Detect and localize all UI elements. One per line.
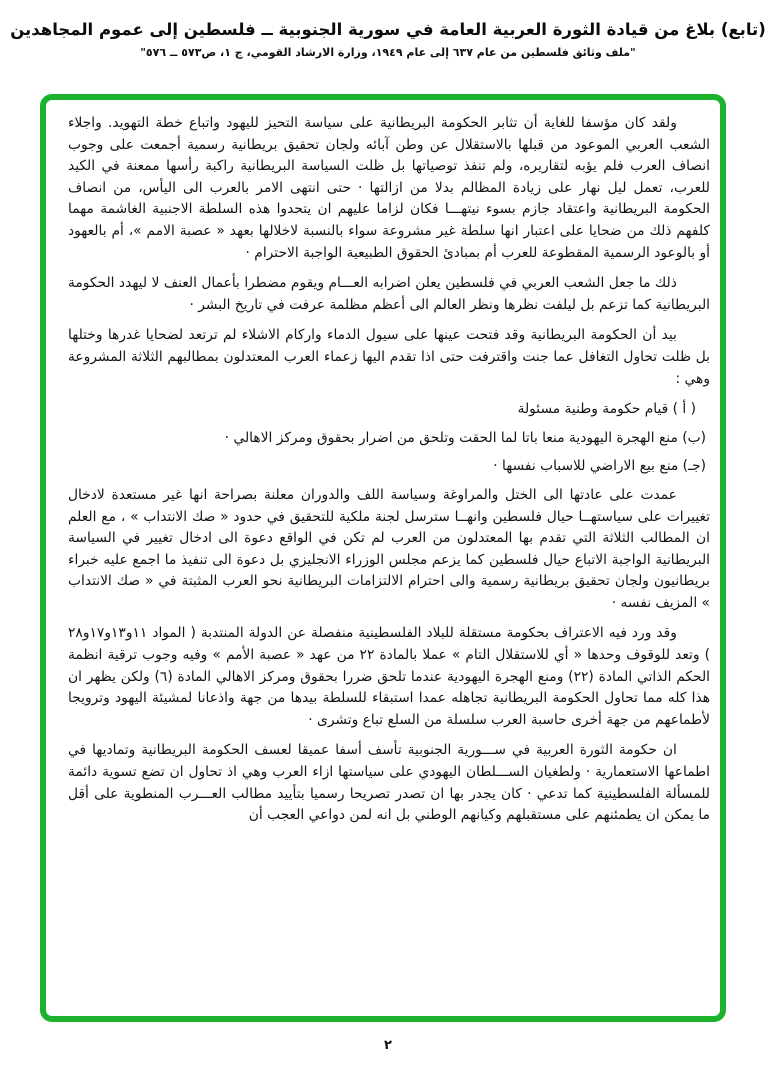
highlight-frame — [40, 94, 726, 1022]
demand-item-c: (جـ) منع بيع الاراضي للاسباب نفسها · — [493, 458, 706, 475]
paragraph-intro: ولقد كان مؤسفا للغاية أن تثابر الحكومة البريطانية على سياسة التحيز لليهود واتباع خطة التهويد. واجلاء الشعب العربي الموعود من قبلها بالاستقلال عن وطن آبائه ولجان تحقيق بريطانية رسمية أجمعت على وجوب انصاف العرب فلم يؤبه لتقاريره، ولم تنفذ توصياتها بل ظلت السياسة البريطانية راكبة رأسها ممعنة في الكيد للعرب، تعمل ليل نهار على زيادة المظالم بدلا من ازالتها · حتى انتهى الامر بالعرب الى اليأس، من انصاف الحكومة البريطانية واعتقاد جازم بسوء نيتهـــا فكان لزاما عليهم ان يتحدوا هذه السلطة الاجنبية الغاشمة مهما كلفهم ذلك من ضحايا على اعتبار انها سلطة غير مشروعة سواء بالنسبة لاخلالها بعهد « عصبة الامم »، أم بالعهود أو بالوعود الرسمية المقطوعة للعرب أم بمبادئ الحقوق الطبيعية الواجبة الاحترام · — [68, 115, 710, 261]
document-source-citation: "ملف وثائق فلسطين من عام ٦٣٧ إلى عام ١٩٤٩، وزارة الارشاد القومي، ج ١، ص٥٧٣ ــ ٥٧٦" — [140, 46, 636, 59]
page-number: ٢ — [384, 1038, 392, 1053]
demand-item-a: ( أ ) قيام حكومة وطنية مسئولة — [517, 401, 696, 418]
document-body — [46, 100, 720, 844]
paragraph-three-demands-lead: بيد أن الحكومة البريطانية وقد فتحت عينها على سيول الدماء واركام الاشلاء لم ترتعد لضحايا غدرها وختلها بل ظلت تحاول التغافل عما جنت واقترفت حتى اذا تقدم اليها زعماء العرب المعتدلون بمطالبهم الثلاثة المشروعة وهي : — [68, 327, 710, 387]
demand-item-b: (ب) منع الهجرة اليهودية منعا باتا لما الحقت وتلحق من اضرار بحقوق ومركز الاهالي · — [224, 429, 706, 446]
paragraph-strike-declaration: ذلك ما جعل الشعب العربي في فلسطين يعلن اضرابه العـــام ويقوم مضطرا بأعمال العنف لا ليهدد الحكومة البريطانية كما تزعم بل ليلفت نظرها ونظر العالم الى أعظم مظلمة عرفت في تاريخ البشر · — [68, 275, 710, 313]
document-title: (تابع) بلاغ من قيادة الثورة العربية العامة في سورية الجنوبية ــ فلسطين إلى عموم المجاهدين — [10, 20, 766, 39]
paragraph-mandate-articles: وقد ورد فيه الاعتراف بحكومة مستقلة للبلاد الفلسطينية منفصلة عن الدولة المنتدبة ( المواد ١١و١٣و١٧و٢٨ ) وتعد للوقوف وحدها « أي للاستقلال التام » عملا بالمادة ٢٢ من عهد « عصبة الأمم » وفيه وجوب ترقية انظمة الحكم الذاتي المادة (٢٢) ومنع الهجرة اليهودية عندما تلحق ضررا بحقوق ومركز الاهالي المادة (٦) ولكن يظهر ان هذا كله مما تحاول الحكومة البريطانية تجاهله عمدا استبقاء للسلطة بيدها من جهة واذعانا لمشيئة اليهود وترويجا لأطماعهم من جهة أخرى حاسبة العرب سلسلة من السلع تباع وتشرى · — [68, 625, 710, 728]
document-header — [0, 0, 776, 59]
paragraph-revolt-government-regret: ان حكومة الثورة العربية في ســـورية الجنوبية تأسف أسفا عميقا لعسف الحكومة البريطانية وتماديها في اطماعها الاستعمارية · ولطغيان الســـلطان اليهودي على سياستها ازاء العرب وهي اذ تحاول ان تضع تسوية دائمة للمسألة الفلسطينية كما تدعي · كان يجدر بها ان تصدر تصريحا رسميا بتأييد مطالب العـــرب المنطوية على أقل ما يمكن ان يطمئنهم على مستقبلهم وكيانهم الوطني بل انه لمن دواعي العجب أن — [68, 742, 710, 824]
paragraph-evasion-policy: عمدت على عادتها الى الختل والمراوغة وسياسة اللف والدوران معلنة بصراحة انها غير مستعدة لادخال تغييرات على سياستهــا حيال فلسطين وانهــا سترسل لجنة ملكية للتحقيق في حدود « صك الانتداب » ، مع العلم ان المطالب الثلاثة التي تقدم بها المعتدلون من العرب لم تكن في الواقع دعوة الى ادخال تغيير في السياسة البريطانية الواجبة الاتباع حيال فلسطين كما يزعم مجلس الوزراء الانجليزي بل دعوة الى تنفيذ ما اجمع عليه خبراء بريطانيون ولجان تحقيق بريطانية رسمية والى احترام الالتزامات البريطانية نحو العرب المثبتة في « صك الانتداب » المزيف نفسه · — [68, 486, 710, 611]
